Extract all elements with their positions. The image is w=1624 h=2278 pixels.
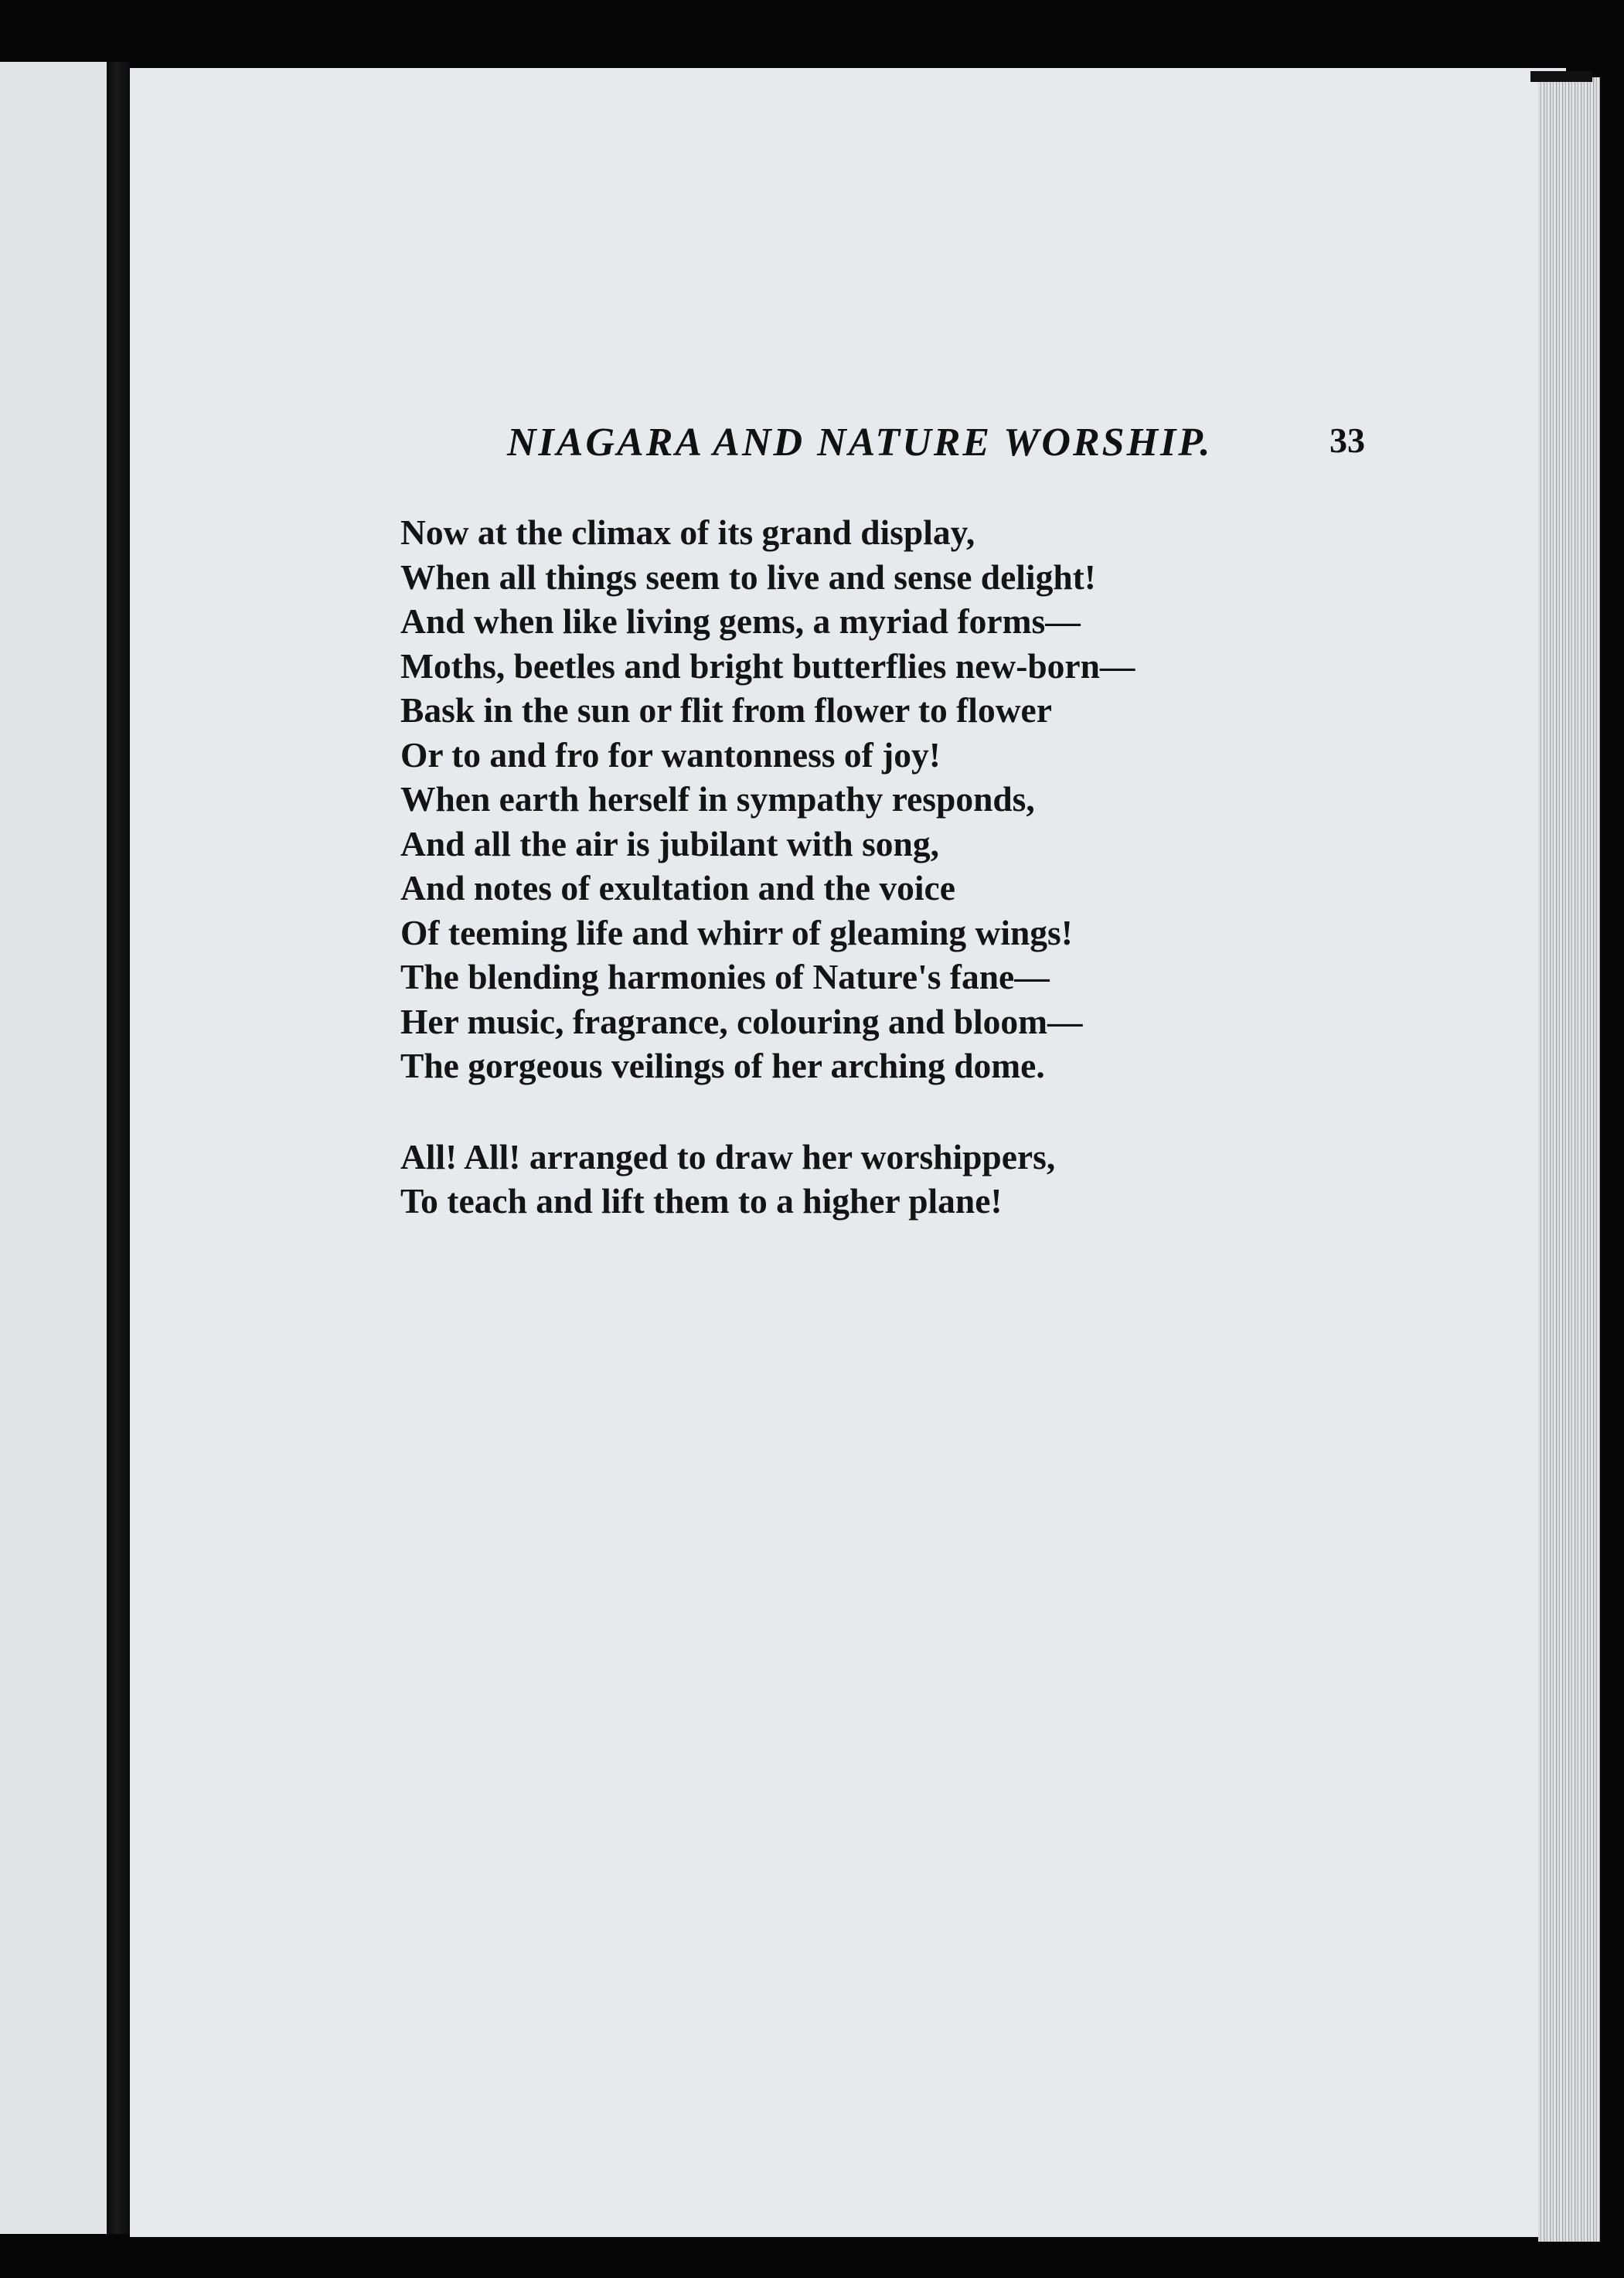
poem-line: All! All! arranged to draw her worshippers, bbox=[400, 1136, 1056, 1176]
poem-line: Her music, fragrance, colouring and bloom— bbox=[400, 1001, 1083, 1041]
poem-line: When all things seem to live and sense delight! bbox=[400, 557, 1096, 597]
poem-line: To teach and lift them to a higher plane! bbox=[400, 1181, 1003, 1221]
poem-line: Now at the climax of its grand display, bbox=[400, 512, 975, 552]
stanza-break bbox=[400, 1088, 1328, 1135]
poem-line: And when like living gems, a myriad forms— bbox=[400, 601, 1081, 641]
page-edges bbox=[1538, 77, 1600, 2242]
page-edge-shadow bbox=[1530, 71, 1592, 82]
poem-line: And notes of exultation and the voice bbox=[400, 868, 955, 907]
poem-text bbox=[400, 510, 1328, 1224]
poem-line: Moths, beetles and bright butterflies new-born— bbox=[400, 645, 1135, 686]
page-number: 33 bbox=[1330, 421, 1365, 460]
poem-line: The gorgeous veilings of her arching dome. bbox=[400, 1046, 1045, 1085]
poem-line: When earth herself in sympathy responds, bbox=[400, 779, 1035, 819]
poem-line: And all the air is jubilant with song, bbox=[400, 823, 939, 863]
poem-line: Or to and fro for wantonness of joy! bbox=[400, 734, 941, 775]
page-header bbox=[507, 420, 1365, 474]
poem-line: The blending harmonies of Nature's fane— bbox=[400, 957, 1050, 996]
poem-line: Bask in the sun or flit from flower to flower bbox=[400, 690, 1052, 730]
book-page bbox=[130, 68, 1566, 2237]
poem-line: Of teeming life and whirr of gleaming wings! bbox=[400, 912, 1073, 952]
running-title: NIAGARA AND NATURE WORSHIP. bbox=[507, 421, 1213, 465]
book-gutter bbox=[107, 62, 130, 2234]
left-facing-page bbox=[0, 62, 107, 2234]
